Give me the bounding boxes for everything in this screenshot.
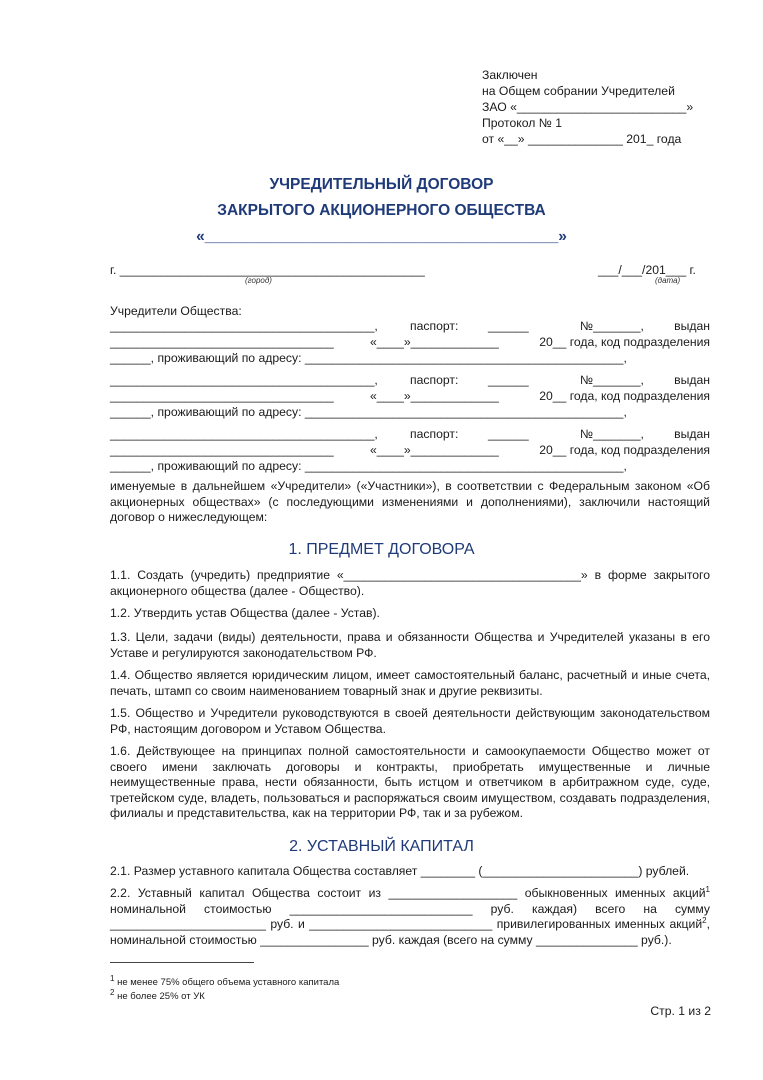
- issue-year-code: 20__ года, код подразделения: [539, 443, 710, 457]
- issued-label: выдан: [674, 427, 710, 441]
- intro-paragraph: именуемые в дальнейшем «Учредители» («Участники»), в соответствии с Федеральным законом «Об акционерных обществах» (с последующими изменениями и дополнениями), заключили настоящий договор о нижеследующем:: [110, 479, 710, 524]
- passport-number-field: №_______,: [580, 427, 644, 441]
- clause-2-2-part-c: , номинальной стоимостью ________________ руб. каждая (всего на сумму _______________ руб.).: [110, 917, 710, 947]
- approval-line-5: от «__» ______________ 201_ года: [482, 132, 682, 146]
- clause-1-6: 1.6. Действующее на принципах полной самостоятельности и самоокупаемости Общество может от своего имени заключать договоры и контракты, приобретать имущественные и личные неимущественные права, нести обязанности, быть истцом и ответчиком в арбитражном суде, суде, третейском суде, владеть, пользоваться и распоряжаться своим имуществом, создавать подразделения, филиалы и представительства, как на территории РФ, так и за рубежом.: [110, 744, 710, 820]
- founder-name-field: _______________________________________,: [110, 427, 378, 441]
- date-line: ___/___/201___ г.: [598, 263, 696, 277]
- passport-label: паспорт:: [410, 319, 459, 333]
- city-line: г. _____________________________________________: [110, 263, 425, 277]
- passport-series-field: ______: [488, 373, 529, 387]
- approval-line-4: Протокол № 1: [482, 116, 562, 130]
- passport-number-field: №_______,: [580, 319, 644, 333]
- clause-2-2-part-b: номинальной стоимостью ___________________________ руб. каждая) всего на сумму _______________________ руб. и ___________________________ привилегированных именных акций: [110, 901, 710, 931]
- issuer-field: _________________________________: [110, 389, 334, 403]
- passport-label: паспорт:: [410, 427, 459, 441]
- clause-2-1: 2.1. Размер уставного капитала Общества составляет ________ (_______________________) рублей.: [110, 864, 690, 878]
- section-2-heading: 2. УСТАВНЫЙ КАПИТАЛ: [289, 838, 474, 855]
- issuer-field: _________________________________: [110, 443, 334, 457]
- clause-1-3: 1.3. Цели, задачи (виды) деятельности, права и обязанности Общества и Учредителей указаны в его Уставе и регулируются законодательством РФ.: [110, 630, 710, 660]
- footnote-1-number: 1: [110, 973, 115, 983]
- passport-series-field: ______: [488, 319, 529, 333]
- clause-1-5: 1.5. Общество и Учредители руководствуются в своей деятельности действующим законодательством РФ, настоящим договором и Уставом Общества.: [110, 706, 710, 736]
- date-caption: (дата): [655, 276, 681, 285]
- city-caption: (город): [245, 276, 272, 285]
- clause-1-4: 1.4. Общество является юридическим лицом, имеет самостоятельный баланс, расчетный и иные счета, печать, штамп со своим наименованием товарный знак и другие реквизиты.: [110, 668, 710, 698]
- issue-year-code: 20__ года, код подразделения: [539, 335, 710, 349]
- footnote-divider: [110, 962, 254, 963]
- approval-block: [482, 67, 712, 147]
- address-line: ______, проживающий по адресу: _______________________________________________,: [110, 459, 627, 473]
- footnote-1: [110, 973, 340, 989]
- issue-date-field: «____»_____________: [370, 389, 499, 403]
- founder-name-field: _______________________________________,: [110, 319, 378, 333]
- founder-block: [110, 426, 710, 474]
- passport-label: паспорт:: [410, 373, 459, 387]
- founder-name-field: _______________________________________,: [110, 373, 378, 387]
- clause-2-2: [110, 886, 710, 948]
- document-title-2: ЗАКРЫТОГО АКЦИОНЕРНОГО ОБЩЕСТВА: [217, 202, 546, 219]
- section-1-heading: 1. ПРЕДМЕТ ДОГОВОРА: [288, 541, 475, 558]
- clause-1-1: 1.1. Создать (учредить) предприятие «___________________________________» в форме закрытого акционерного общества (далее - Общество).: [110, 568, 710, 598]
- footnote-ref-2[interactable]: 2: [702, 915, 707, 925]
- page-number: Стр. 1 из 2: [650, 1004, 711, 1018]
- approval-line-1: Заключен: [482, 68, 538, 82]
- approval-line-3: ЗАО «_________________________»: [482, 100, 694, 114]
- document-title-1: УЧРЕДИТЕЛЬНЫЙ ДОГОВОР: [269, 176, 494, 193]
- footnote-1-text: не менее 75% общего объема уставного капитала: [117, 977, 340, 988]
- address-line: ______, проживающий по адресу: _______________________________________________,: [110, 405, 627, 419]
- founders-heading: Учредители Общества:: [110, 304, 242, 318]
- approval-line-2: на Общем собрании Учредителей: [482, 84, 675, 98]
- founder-block: [110, 318, 710, 366]
- footnote-2-text: не более 25% от УК: [117, 991, 205, 1002]
- clause-1-2: 1.2. Утвердить устав Общества (далее - Устав).: [110, 606, 380, 620]
- footnote-2: [110, 987, 205, 1003]
- founder-block: [110, 372, 710, 420]
- passport-number-field: №_______,: [580, 373, 644, 387]
- footnote-ref-1[interactable]: 1: [705, 884, 710, 894]
- issue-year-code: 20__ года, код подразделения: [539, 389, 710, 403]
- footnote-2-number: 2: [110, 987, 115, 997]
- clause-2-2-part-a: 2.2. Уставный капитал Общества состоит из ___________________ обыкновенных именных акций: [110, 886, 706, 900]
- issued-label: выдан: [674, 319, 710, 333]
- issuer-field: _________________________________: [110, 335, 334, 349]
- issue-date-field: «____»_____________: [370, 443, 499, 457]
- issued-label: выдан: [674, 373, 710, 387]
- address-line: ______, проживающий по адресу: _______________________________________________,: [110, 351, 627, 365]
- passport-series-field: ______: [488, 427, 529, 441]
- issue-date-field: «____»_____________: [370, 335, 499, 349]
- document-title-3: «_________________________________________»: [196, 228, 567, 245]
